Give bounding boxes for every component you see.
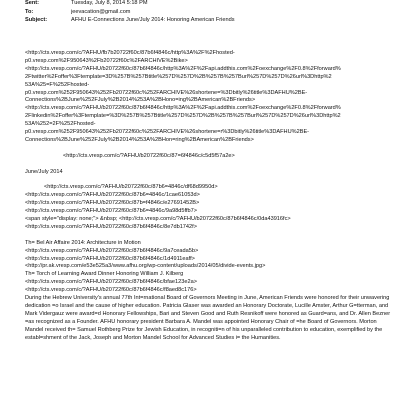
subject-row: [25, 17, 395, 26]
link-line[interactable]: 2Flinkedin%2Foffer%3Ftemplate=%3D%257B%257Btitle%257D%257D%2B%257B%257Burl%257D%257D%26url%3Dhttp%2: [25, 113, 341, 120]
link-line[interactable]: <http://cts.vresp.com/c/?AFHU/b20722f60c/87b6f4846c/1d4911eaff>: [25, 255, 195, 262]
link-line[interactable]: <span style="display: none;"> &nbsp; <http://cts.vresp.com/c/?AFHU/b20722f60c/87b6f4846c/0da43916fc>: [25, 215, 291, 222]
link-line[interactable]: p0.vresp.com%252F950643%252Fb20722f60c%252FARCHIVE%26shortene=%3Dbitly%26title%3DAFHU%2BE-: [25, 89, 308, 96]
sent-row: [25, 0, 395, 9]
sent-value: Tuesday, July 8, 2014 5:18 PM: [71, 0, 148, 7]
link-line[interactable]: <http://cts.vresp.com/c/?AFHU/b20722f60c/87b6=4846c/9a98d5ffb7>: [25, 208, 198, 215]
link-line[interactable]: p0.vresp.com%2F950643%2Fb20722f60c%2FARCHIVE%2Bike>: [25, 57, 188, 64]
link-line[interactable]: <http://cts.vresp.com/c/?AFHU/b20722f60c/87b6f4846c/9a7ceada5b>: [25, 247, 199, 254]
link-line[interactable]: <http://cts.vresp.com/c/?AFHU/b20722f60c/87b6f4846c/http%3A%2F%2Fapi.addthis.com%2Foexchange%2F0.8%2Fforward%: [25, 105, 341, 112]
to-row: [25, 9, 395, 18]
spacer: [25, 232, 393, 240]
link-line[interactable]: Connections%2BJune%252FJuly%2B2014%253A%2BHono=ing%2BAmerican%2BFriends>: [25, 97, 256, 104]
link-line[interactable]: <http://pr.ak.vresp.com/e53e525a3/www.afhu.org/wp-content/uploads/2014/05/divide-events.jpg>: [25, 263, 266, 270]
link-line[interactable]: <http://cts.vresp.com/c/?AFHU/b20722f60c/87b6f4846c/bfae123e2a>: [25, 279, 197, 286]
link-line[interactable]: <http://cts.vresp.com/c/?AFHU/b20722f60c/87b6f4846c/f8aed8c176>: [25, 287, 197, 294]
date-heading: June/July 2014: [25, 168, 63, 175]
link-line[interactable]: <http://cts.vresp.com/c/?AFHU/b20722f60c/87b=f4846c/e27691452B>: [25, 200, 200, 207]
spacer: [25, 161, 393, 169]
link-line[interactable]: <http://cts.vresp.com/c/?AFHU/fb7b20722f60c/87b6f4846c/http%3A%2F%2Fhosted-: [25, 50, 235, 56]
link-line[interactable]: <http://cts.vresp.com/c/?AFHU/b20722f60c/87b6f4846c/8e7db1742f>: [25, 223, 197, 230]
to-value[interactable]: jeevacation@gmail.com: [71, 8, 131, 15]
subject-label: Subject:: [25, 17, 48, 24]
article-title: Th= Bel Air Affaire 2014: Architecture in Motion: [25, 239, 141, 246]
subject-value: AFHU E-Connections June/July 2014: Honoring American Friends: [71, 17, 235, 24]
link-line[interactable]: Connections%2BJune%252FJuly%2B2014%253A%2BHon=ring%2BAmerican%2BFriends>: [25, 136, 254, 143]
body-paragraph: During the Hebrew University's annual 77th Int=rnational Board of Governors Meeting in June, American Friends were honored for their unwavering dedication =o Israel and the cause of higher education. Patricia Glaser was awarded an Honorary Doctorate, Lucille Amster, Arthur G=tterman, and Mark Vidergauz were award=d Honorary Fellowships, Bari and Steven Good and Ruth Resnikoff were honored as Guard=ans, and Dr. Allen Bezner =as recognized as a Founder. AFHU honorary president Barbara A. Mandel was appointed Honorary Chair of =he Board of Governors. Morton Mandel received th= Samuel Rothberg Prize for Jewish Education, in recogniti=n of his unparalleled contribution to education, exemplified by the establ=shment of the Jack, Joseph and Morton Mandel School for Advanced Studies i= the Humanities.: [25, 295, 391, 341]
link-line[interactable]: <http://cts.vresp.com/c/?AFHU/b20722f60c/87b6=4846c/df68d9950d>: [44, 184, 218, 191]
dinner-title: Th= Torch of Learning Award Dinner Honoring William J. Kilberg: [25, 271, 184, 278]
email-body: [25, 50, 393, 342]
spacer: [25, 145, 393, 153]
email-header: [25, 0, 395, 26]
link-line[interactable]: p0.vresp.com%252F950643%252Fb20722f60c%252FARCHIVE%26shortene=r%3Dbitly%26title%3DAFHU%2BE-: [25, 129, 310, 136]
link-line[interactable]: <http://cts.vresp.com/c/?AFHU/b20722f60c/87=6f4846c/c5d5f57a2e>: [63, 152, 235, 159]
link-line[interactable]: 2Ftwitter%2Foffer%3Ftemplate=3D%257B%257Btitle%257D%257D%2B%257B%257Burl%257D%257D%26url%3Dhttp%2: [25, 73, 332, 80]
link-line[interactable]: <http://cts.vresp.com/c/?AFHU/b20722f60c/87b6f4846c/http%3A%2F%2Fapi.addthis.com%2Foexchange%2F0.8%2Fforward%: [25, 65, 341, 72]
to-label: To:: [25, 8, 34, 15]
spacer: [25, 176, 393, 184]
sent-label: Sent:: [25, 0, 39, 7]
link-line[interactable]: 53A%252=2F%252Fhosted-: [25, 121, 96, 128]
link-line[interactable]: <http://cts.vresp.com/c/?AFHU/b20722f60c/87b6=4846c/1cae61053d>: [25, 192, 200, 199]
link-line[interactable]: 53A%25=F%252Fhosted-: [25, 81, 90, 88]
